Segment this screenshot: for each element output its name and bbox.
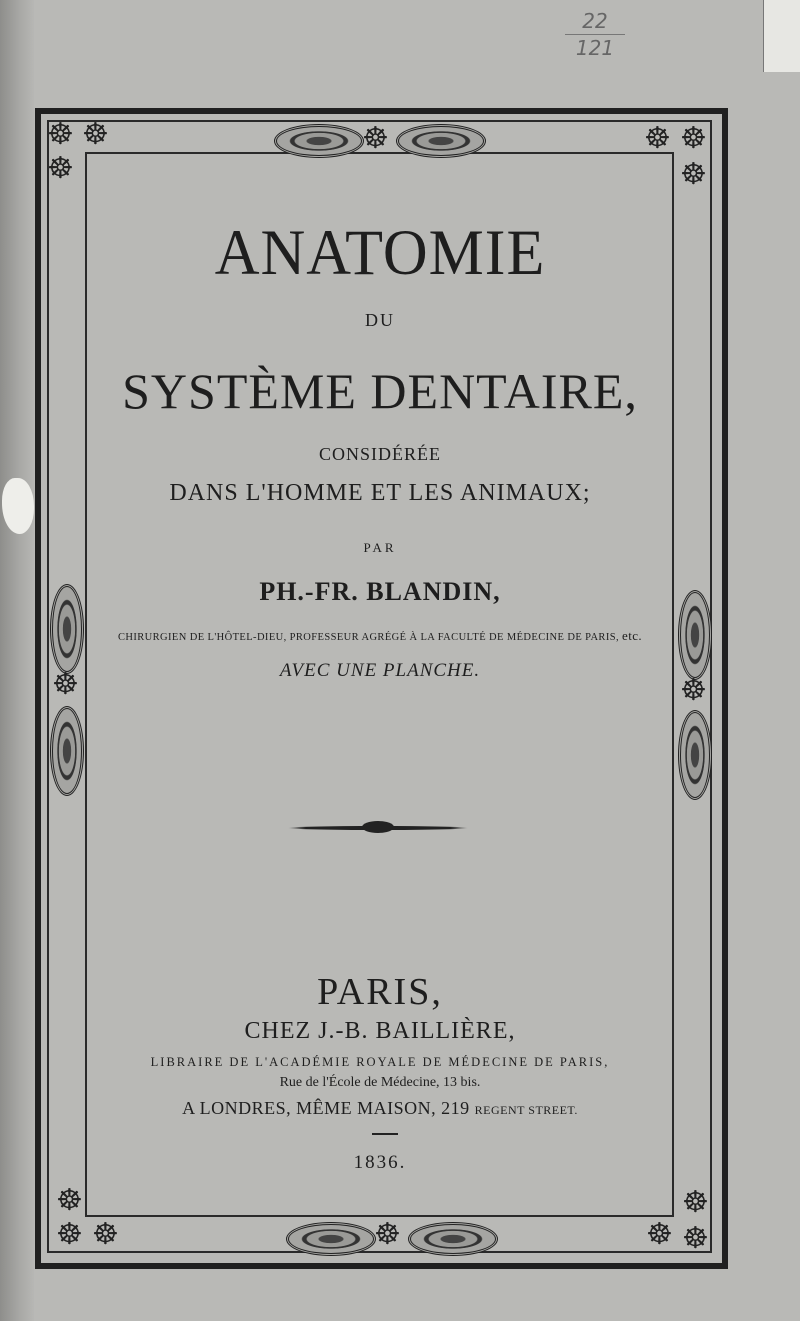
ship-wheel-icon: ☸ [644, 121, 671, 156]
ship-wheel-icon: ☸ [82, 117, 109, 152]
ship-wheel-icon: ☸ [646, 1217, 673, 1252]
imprint-address: Rue de l'École de Médecine, 13 bis. [279, 1075, 481, 1090]
page-tab [763, 0, 800, 72]
london-street: REGENT STREET. [474, 1103, 578, 1117]
shelfmark-top: 22 [565, 8, 625, 35]
oval-rosette-cartouche-icon [286, 1222, 376, 1256]
ship-wheel-icon: ☸ [682, 1221, 709, 1256]
by-line: PAR [363, 540, 397, 555]
ship-wheel-icon: ☸ [47, 117, 74, 152]
imprint-city: PARIS, [317, 971, 443, 1013]
considered-line: CONSIDÉRÉE [319, 444, 441, 464]
ship-wheel-icon: ☸ [92, 1217, 119, 1252]
book-title: ANATOMIE [214, 217, 546, 289]
ship-wheel-icon: ☸ [680, 673, 707, 708]
short-rule [372, 1133, 398, 1135]
ship-wheel-icon: ☸ [680, 157, 707, 192]
london-line: A LONDRES, MÊME MAISON, 219 [182, 1098, 470, 1118]
author-name: PH.-FR. BLANDIN, [259, 577, 501, 606]
ship-wheel-icon: ☸ [682, 1185, 709, 1220]
fancy-rule-icon [288, 826, 468, 830]
ship-wheel-icon: ☸ [374, 1217, 401, 1252]
scope-line: DANS L'HOMME ET LES ANIMAUX; [169, 480, 591, 506]
oval-rosette-cartouche-icon [678, 710, 712, 800]
imprint-london [0, 1098, 760, 1119]
oval-rosette-cartouche-icon [396, 124, 486, 158]
ship-wheel-icon: ☸ [680, 121, 707, 156]
shelfmark-bottom: 121 [575, 36, 615, 60]
book-subtitle: SYSTÈME DENTAIRE, [122, 363, 638, 419]
credentials-text: CHIRURGIEN DE L'HÔTEL-DIEU, PROFESSEUR AGRÉGÉ À LA FACULTÉ DE MÉDECINE DE PARIS, [117, 632, 619, 643]
rule-knot [362, 821, 394, 833]
handwritten-shelfmark [565, 8, 625, 61]
oval-rosette-cartouche-icon [408, 1222, 498, 1256]
plate-note: AVEC UNE PLANCHE. [279, 660, 481, 681]
ship-wheel-icon: ☸ [56, 1217, 83, 1252]
ship-wheel-icon: ☸ [47, 151, 74, 186]
ship-wheel-icon: ☸ [362, 121, 389, 156]
ship-wheel-icon: ☸ [52, 667, 79, 702]
imprint-publisher: CHEZ J.-B. BAILLIÈRE, [244, 1018, 516, 1044]
imprint-academy: LIBRAIRE DE L'ACADÉMIE ROYALE DE MÉDECINE DE PARIS, [150, 1055, 610, 1069]
ship-wheel-icon: ☸ [56, 1183, 83, 1218]
imprint-year: 1836. [353, 1152, 407, 1173]
title-connector: DU [365, 310, 395, 330]
author-credentials [0, 628, 760, 644]
oval-rosette-cartouche-icon [274, 124, 364, 158]
credentials-etc: etc. [622, 628, 643, 643]
oval-rosette-cartouche-icon [50, 706, 84, 796]
